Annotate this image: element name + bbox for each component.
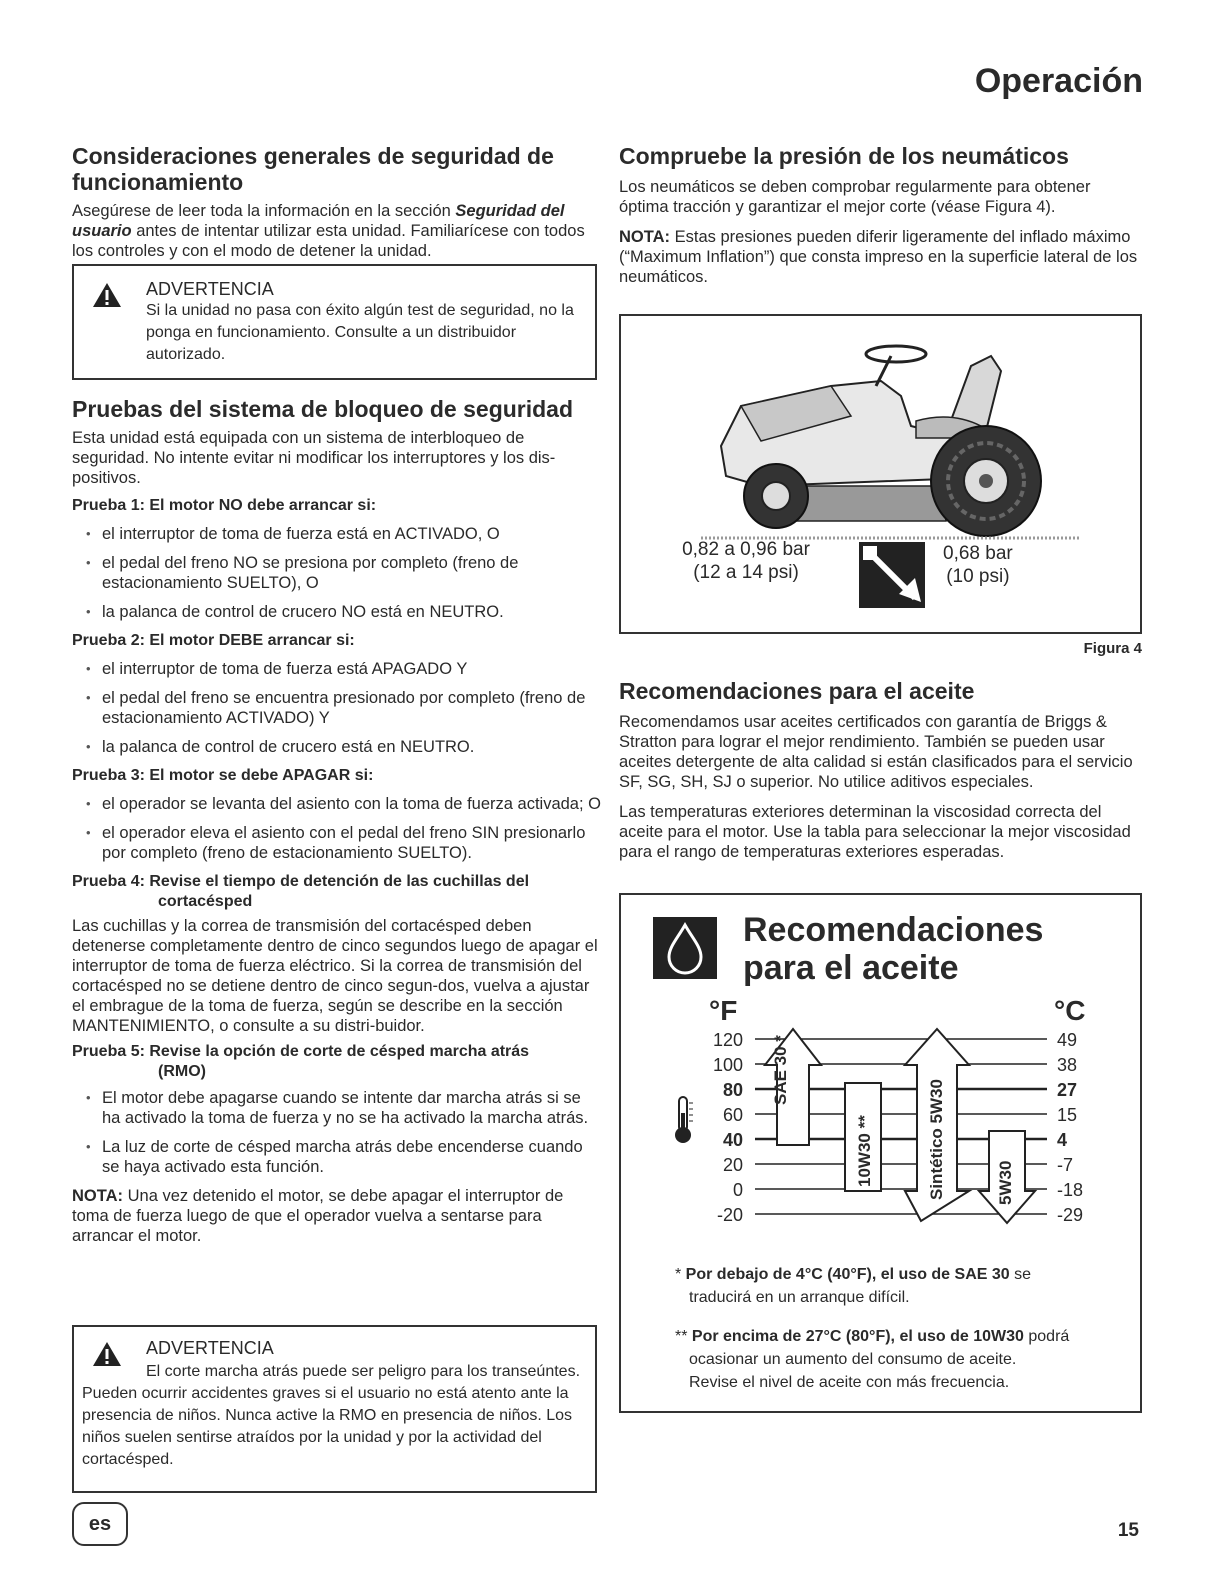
- figure-4-box: [619, 314, 1142, 634]
- general-safety-paragraph: Asegúrese de leer toda la información en la sección Seguridad del usuario antes de intentar utilizar esta unidad. Familiarícese con todos los controles y con el modo de detener la unidad.: [72, 202, 585, 260]
- oil-paragraph-1: Recomendamos usar aceites certificados con garantía de Briggs & Stratton para lograr el mejor rendimiento. También se pueden usar aceites detergente de alta calidad si están clasificados para el servicio SF, SG, SH, SJ o superior. No utilice aditivos especiales.: [619, 713, 1133, 791]
- section-interlock-tests: [72, 396, 602, 1246]
- tire-gauge-icon: [859, 542, 925, 608]
- figure-4-caption: Figura 4: [1083, 640, 1142, 657]
- rear-tire-pressure: 0,68 bar (10 psi): [943, 543, 1013, 587]
- section-title-interlock: Pruebas del sistema de bloqueo de seguridad: [72, 396, 574, 422]
- section-title-tires: Compruebe la presión de los neumáticos: [619, 143, 1069, 169]
- bar-label-sae30: SAE 30 *: [771, 1035, 790, 1105]
- test-2-heading: Prueba 2: El motor DEBE arrancar si:: [72, 632, 355, 649]
- bar-label-10w30: 10W30 **: [855, 1115, 874, 1187]
- warning-text: Si la unidad no pasa con éxito algún test de seguridad, no la ponga en funcionamiento. Consulte a un distribuidor autorizado.: [146, 302, 574, 363]
- list-item: • el interruptor de toma de fuerza está en ACTIVADO, O: [72, 524, 602, 544]
- section-oil: [619, 678, 1144, 862]
- list-item: • el pedal del freno se encuentra presionado por completo (freno de estacionamiento ACTIVADO) Y: [72, 688, 602, 728]
- warning-text: El corte marcha atrás puede ser peligro para los transeúntes. Pueden ocurrir accidentes graves si el usuario no está atento ante la presencia de niños. Nunca active la RMO en presencia de niños. Los niños suelen sentirse atraídos por la unidad y por la actividad del cortacésped.: [82, 1363, 581, 1468]
- oil-chart-box: [619, 893, 1142, 1413]
- bar-label-synthetic-5w30: Sintético 5W30: [927, 1079, 946, 1200]
- test-2-list: [72, 659, 602, 757]
- test-1-list: [72, 524, 602, 622]
- page-number: 15: [1117, 1520, 1139, 1541]
- warning-title: ADVERTENCIA: [146, 279, 274, 299]
- fahrenheit-scale: 120 100 80 60 40 20 0 -20: [712, 1030, 743, 1225]
- section-general-safety: [72, 143, 597, 261]
- oil-chart-heading: Recomendaciones para el aceite: [743, 911, 1044, 987]
- interlock-note: NOTA: Una vez detenido el motor, se debe apagar el interruptor de toma de fuerza luego de que el operador vuelva a sentarse para arrancar el motor.: [72, 1187, 564, 1245]
- test-1-heading: Prueba 1: El motor NO debe arrancar si:: [72, 497, 377, 514]
- list-item: • La luz de corte de césped marcha atrás debe encenderse cuando se haya activado esta función.: [72, 1137, 602, 1177]
- tires-note: NOTA: Estas presiones pueden diferir ligeramente del inflado máximo (“Maximum Inflation”) que consta impreso en la superficie lateral de los neumáticos.: [619, 228, 1138, 286]
- list-item: • el interruptor de toma de fuerza está APAGADO Y: [72, 659, 602, 679]
- oil-note-sae30: * Por debajo de 4°C (40°F), el uso de SAE 30 se traducirá en un arranque difícil.: [675, 1266, 1032, 1306]
- lawn-tractor-illustration: [701, 326, 1081, 546]
- section-title-oil: Recomendaciones para el aceite: [619, 678, 975, 704]
- oil-note-10w30: ** Por encima de 27°C (80°F), el uso de 10W30 podrá ocasionar un aumento del consumo de aceite. Revise el nivel de aceite con más frecuencia.: [675, 1328, 1070, 1391]
- fahrenheit-label: °F: [709, 995, 738, 1026]
- front-tire-pressure: 0,82 a 0,96 bar (12 a 14 psi): [682, 539, 810, 583]
- test-3-heading: Prueba 3: El motor se debe APAGAR si:: [72, 767, 374, 784]
- list-item: • el operador eleva el asiento con el pedal del freno SIN presionarlo por completo (freno de estacionamiento SUELTO).: [72, 823, 602, 863]
- list-item: • la palanca de control de crucero NO está en NEUTRO.: [72, 602, 602, 622]
- oil-paragraph-2: Las temperaturas exteriores determinan la viscosidad correcta del aceite para el motor. Use la tabla para seleccionar la mejor viscosidad para el rango de temperaturas exteriores esperadas.: [619, 803, 1131, 861]
- list-item: • la palanca de control de crucero está en NEUTRO.: [72, 737, 602, 757]
- list-item: • El motor debe apagarse cuando se intente dar marcha atrás si se ha activado la toma de fuerza y no se ha activado la marcha atrás.: [72, 1088, 602, 1128]
- warning-box-rmo: [72, 1325, 597, 1493]
- bar-label-5w30: 5W30: [996, 1160, 1015, 1205]
- warning-box-safety-test: [72, 264, 597, 380]
- celsius-scale: 49 38 27 15 4 -7 -18 -29: [1057, 1030, 1084, 1225]
- language-badge: es: [72, 1502, 128, 1546]
- test-5-heading: Prueba 5: Revise la opción de corte de césped marcha atrás (RMO): [72, 1043, 530, 1080]
- test-4-heading: Prueba 4: Revise el tiempo de detención de las cuchillas del cortacésped: [72, 873, 530, 910]
- page-title: Operación: [974, 62, 1143, 100]
- celsius-label: °C: [1054, 995, 1086, 1026]
- test-5-list: [72, 1088, 602, 1177]
- tires-paragraph: Los neumáticos se deben comprobar regularmente para obtener óptima tracción y garantizar el mejor corte (véase Figura 4).: [619, 178, 1091, 216]
- list-item: • el operador se levanta del asiento con la toma de fuerza activada; O: [72, 794, 602, 814]
- oil-drop-icon: [653, 917, 717, 979]
- list-item: • el pedal del freno NO se presiona por completo (freno de estacionamiento SUELTO), O: [72, 553, 602, 593]
- warning-title: ADVERTENCIA: [146, 1338, 274, 1358]
- interlock-intro: Esta unidad está equipada con un sistema de interbloqueo de seguridad. No intente evitar ni modificar los interruptores y los dis-positivos.: [72, 429, 556, 487]
- thermometer-icon: [671, 1095, 697, 1145]
- warning-triangle-icon: [92, 282, 122, 308]
- section-tire-pressure: [619, 143, 1144, 287]
- test-4-text: Las cuchillas y la correa de transmisión del cortacésped deben detenerse completamente dentro de cinco segundos luego de apagar el interruptor de toma de fuerza eléctrico. Si la correa de transmisión del cortacésped no se detiene dentro de cinco segun-dos, vuelva a ajustar el embrague de la toma de fuerza, según se describe en la sección MANTENIMIENTO, o consulte a su distri-buidor.: [72, 917, 598, 1035]
- section-title-general-safety: Consideraciones generales de seguridad de funcionamiento: [72, 143, 554, 195]
- test-3-list: [72, 794, 602, 863]
